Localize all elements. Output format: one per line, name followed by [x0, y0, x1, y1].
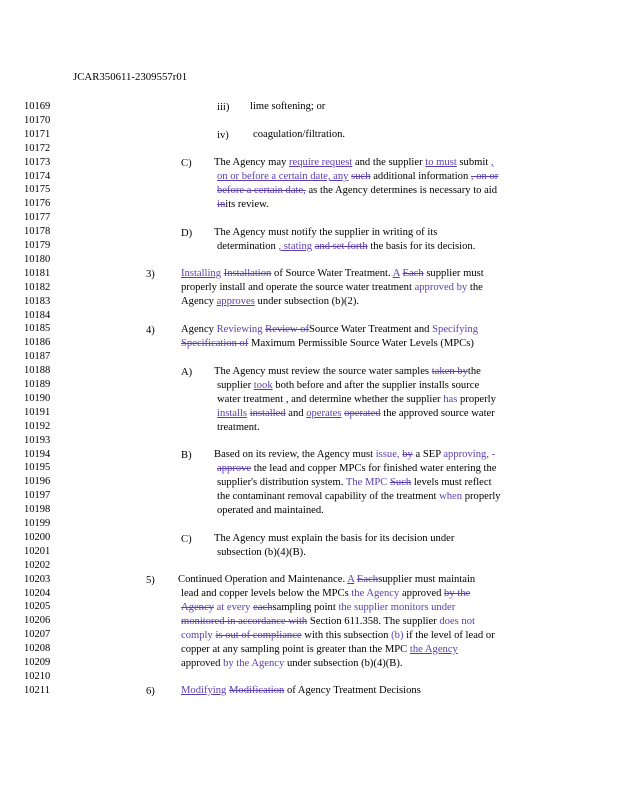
paragraph-line: comply is out of compliance with this subsection (b) if the level of lead or: [181, 630, 495, 641]
section-marker: 6): [146, 686, 155, 697]
paragraph-line: lead and copper levels below the MPCs the Agency approved by the: [181, 588, 471, 599]
paragraph-line: determination , stating and set forth the basis for its decision.: [217, 241, 476, 252]
line-number: 10196: [24, 476, 51, 488]
paragraph-line: supplier took both before and after the supplier installs source: [217, 380, 480, 391]
line-number: 10195: [24, 462, 51, 474]
paragraph-line: properly install and operate the source water treatment approved by the: [181, 282, 483, 293]
paragraph-line: Specification of Maximum Permissible Source Water Levels (MPCs): [181, 338, 474, 349]
paragraph-line: Agency at every eachsampling point the supplier monitors under: [181, 602, 456, 613]
line-number: 10201: [24, 545, 51, 557]
paragraph-line: Agency approves under subsection (b)(2).: [181, 296, 360, 307]
line-number: 10173: [24, 156, 51, 168]
line-number: 10172: [24, 142, 51, 154]
document-id: JCAR350611-2309557r01: [73, 71, 188, 83]
item-marker: C): [181, 158, 192, 169]
paragraph-line: Continued Operation and Maintenance. A Eachsupplier must maintain: [178, 574, 476, 585]
line-number: 10198: [24, 504, 51, 516]
paragraph-line: The Agency must notify the supplier in writing of its: [214, 227, 438, 238]
paragraph-line: inits review.: [217, 199, 269, 210]
line-number: 10209: [24, 657, 51, 668]
paragraph-line: Based on its review, the Agency must issue, by a SEP approving, -: [214, 449, 496, 460]
line-number: 10182: [24, 281, 51, 293]
paragraph-line: The Agency may require request and the supplier to must submit ,: [214, 157, 494, 168]
line-number: 10207: [24, 629, 51, 641]
line-number: 10199: [24, 518, 51, 529]
item-marker: iii): [217, 102, 230, 113]
item-marker: A): [181, 367, 193, 378]
paragraph-line: Modifying Modification of Agency Treatment Decisions: [181, 685, 421, 696]
line-number: 10200: [24, 531, 51, 543]
line-number: 10185: [24, 323, 51, 335]
line-number: 10203: [24, 573, 51, 585]
line-number: 10205: [24, 601, 51, 613]
line-number: 10169: [24, 101, 51, 112]
paragraph-line: copper at any sampling point is greater than the MPC the Agency: [181, 644, 458, 655]
line-number: 10181: [24, 267, 51, 279]
line-number: 10202: [24, 559, 51, 571]
paragraph-line: installs installed and operates operated the approved source water: [217, 408, 495, 419]
line-number: 10178: [24, 226, 51, 238]
line-number: 10188: [24, 365, 51, 377]
paragraph-line: approve the lead and copper MPCs for finished water entering the: [217, 463, 497, 474]
line-number: 10180: [24, 253, 51, 265]
line-number: 10175: [24, 184, 51, 196]
item-marker: C): [181, 534, 192, 545]
line-number: 10194: [24, 448, 51, 460]
line-number: 10189: [24, 379, 51, 390]
item-marker: B): [181, 450, 192, 461]
line-number: 10192: [24, 420, 51, 432]
paragraph-line: water treatment , and determine whether the supplier has properly: [217, 394, 496, 405]
line-number: 10193: [24, 434, 51, 446]
line-number: 10191: [24, 406, 51, 418]
line-number: 10183: [24, 295, 51, 307]
line-number: 10187: [24, 351, 51, 363]
line-number: 10179: [24, 240, 51, 251]
paragraph-line: supplier's distribution system. The MPC Such levels must reflect: [217, 477, 492, 488]
paragraph-line: Installing Installation of Source Water Treatment. A Each supplier must: [181, 268, 484, 279]
paragraph-line: treatment.: [217, 422, 260, 433]
section-marker: 5): [146, 575, 155, 586]
line-number: 10176: [24, 198, 51, 210]
line-number: 10197: [24, 490, 51, 502]
item-marker: iv): [217, 130, 229, 141]
line-number: 10184: [24, 309, 51, 321]
paragraph-line: the contaminant removal capability of the treatment when properly: [217, 491, 501, 502]
paragraph-line: subsection (b)(4)(B).: [217, 547, 306, 558]
paragraph-line: The Agency must review the source water samples taken bythe: [214, 366, 481, 377]
line-number: 10174: [24, 170, 51, 182]
paragraph-line: before a certain date, as the Agency determines is necessary to aid: [217, 185, 498, 196]
paragraph-line: The Agency must explain the basis for its decision under: [214, 533, 455, 544]
paragraph-line: operated and maintained.: [217, 505, 324, 516]
item-text: coagulation/filtration.: [253, 129, 346, 140]
paragraph-line: on or before a certain date, any such additional information , on or: [217, 171, 499, 182]
line-number: 10177: [24, 212, 51, 224]
line-number: 10204: [24, 587, 51, 599]
paragraph-line: approved by the Agency under subsection (b)(4)(B).: [181, 658, 403, 669]
line-number: 10186: [24, 337, 51, 349]
item-marker: D): [181, 228, 193, 239]
line-number: 10208: [24, 643, 51, 655]
line-number: 10190: [24, 392, 51, 404]
item-text: lime softening; or: [250, 101, 326, 112]
section-marker: 4): [146, 325, 155, 336]
line-number: 10206: [24, 615, 51, 627]
section-marker: 3): [146, 269, 155, 280]
line-number: 10211: [24, 684, 50, 696]
line-number: 10170: [24, 114, 51, 126]
line-number: 10171: [24, 128, 51, 140]
paragraph-line: monitored in accordance with Section 611.358. The supplier does not: [181, 616, 475, 627]
paragraph-line: Agency Reviewing Review ofSource Water Treatment and Specifying: [181, 324, 479, 335]
line-number: 10210: [24, 670, 51, 682]
